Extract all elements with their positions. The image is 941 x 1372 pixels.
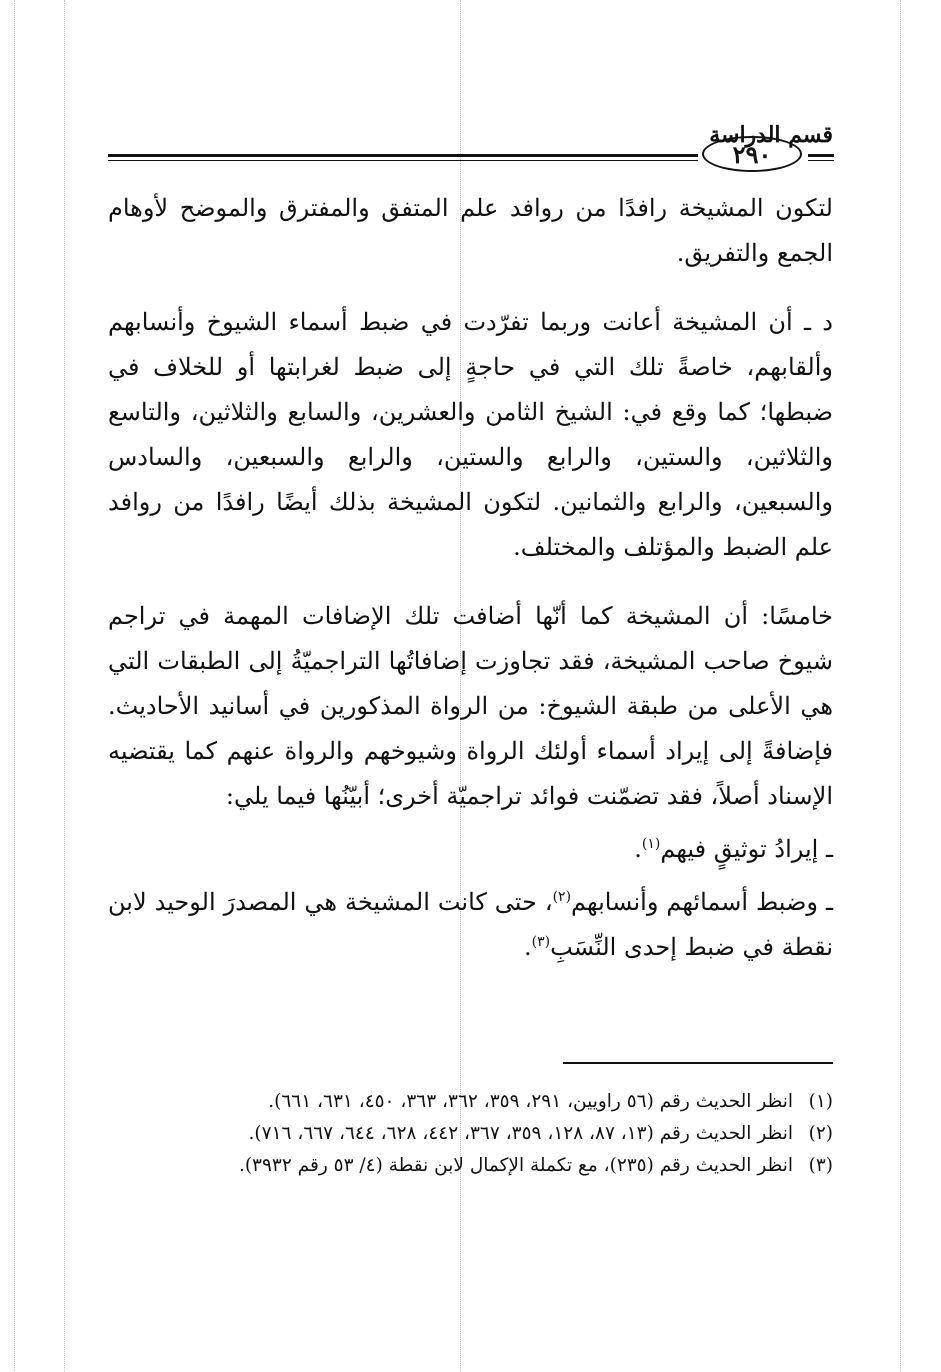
footnote-number: (٢) xyxy=(808,1123,833,1144)
scan-dots xyxy=(14,0,15,1372)
header-rule-short xyxy=(808,154,834,161)
running-head: قسم الدراسة xyxy=(709,122,833,148)
paragraph: لتكون المشيخة رافدًا من روافد علم المتفق والمفترق والموضح لأوهام الجمع والتفريق. xyxy=(108,194,833,267)
bullet-continuation: ، حتى كانت المشيخة هي المصدرَ الوحيد لابن نقطة في ضبط إحدى النِّسَبِ xyxy=(108,888,833,961)
scan-dots xyxy=(64,0,65,1372)
bullet-text: ـ وضبط أسمائهم وأنسابهم xyxy=(571,888,833,916)
footnotes xyxy=(108,1086,833,1182)
page-number: ٢٩٠ xyxy=(702,136,802,172)
scan-dots xyxy=(900,0,901,1372)
footnote-number: (٣) xyxy=(808,1155,833,1176)
bullet-item xyxy=(108,880,833,970)
paragraph: د ـ أن المشيخة أعانت وربما تفرّدت في ضبط أسماء الشيوخ وأنسابهم وألقابهم، خاصةً تلك التي في حاجةٍ إلى ضبط لغرابتها أو للخلاف في ضبطها؛ كما وقع في: الشيخ الثامن والعشرين، والسابع والثلاثين، والتاسع والثلاثين، والستين، والرابع والستين، والرابع والسبعين، والسادس والسبعين، والرابع والثمانين. لتكون المشيخة بذلك أيضًا رافدًا من روافد علم الضبط والمؤتلف والمختلف. xyxy=(108,308,834,561)
bullet-end: . xyxy=(634,835,642,863)
footnote xyxy=(108,1150,833,1182)
header-rule xyxy=(108,154,698,161)
main-text xyxy=(108,186,833,970)
footnote xyxy=(108,1086,833,1118)
footnote-text: انظر الحديث رقم (١٣، ٨٧، ١٢٨، ٣٥٩، ٣٦٧، ٤٤٢، ٦٢٨، ٦٤٤، ٦٦٧، ٧١٦). xyxy=(248,1123,793,1144)
bullet-text: ـ إيرادُ توثيقٍ فيهم xyxy=(660,835,833,863)
bullet-end: . xyxy=(524,933,532,961)
bullet-item xyxy=(108,827,833,872)
footnote-number: (١) xyxy=(808,1091,833,1112)
paragraph: خامسًا: أن المشيخة كما أنّها أضافت تلك الإضافات المهمة في تراجم شيوخ صاحب المشيخة، فقد تجاوزت إضافاتُها التراجميّةُ إلى الطبقات التي هي الأعلى من طبقة الشيوخ: من الرواة المذكورين في أسانيد الأحاديث. فإضافةً إلى إيراد أسماء أولئك الرواة وشيوخهم والرواة عنهم كما يقتضيه الإسناد أصلاً، فقد تضمّنت فوائد تراجميّة أخرى؛ أبيّنُها فيما يلي: xyxy=(108,602,833,810)
footnote-text: انظر الحديث رقم (٥٦ راويين، ٢٩١، ٣٥٩، ٣٦٢، ٣٦٣، ٤٥٠، ٦٣١، ٦٦١). xyxy=(268,1091,793,1112)
footnote-ref: (١) xyxy=(641,836,661,852)
footnote-ref: (٢) xyxy=(552,889,572,905)
footnote-ref: (٣) xyxy=(531,934,551,950)
page-number-badge xyxy=(702,136,802,172)
footnote-separator xyxy=(563,1062,833,1064)
footnote xyxy=(108,1118,833,1150)
footnote-text: انظر الحديث رقم (٢٣٥)، مع تكملة الإكمال لابن نقطة (٤/ ٥٣ رقم ٣٩٣٢). xyxy=(238,1155,793,1176)
